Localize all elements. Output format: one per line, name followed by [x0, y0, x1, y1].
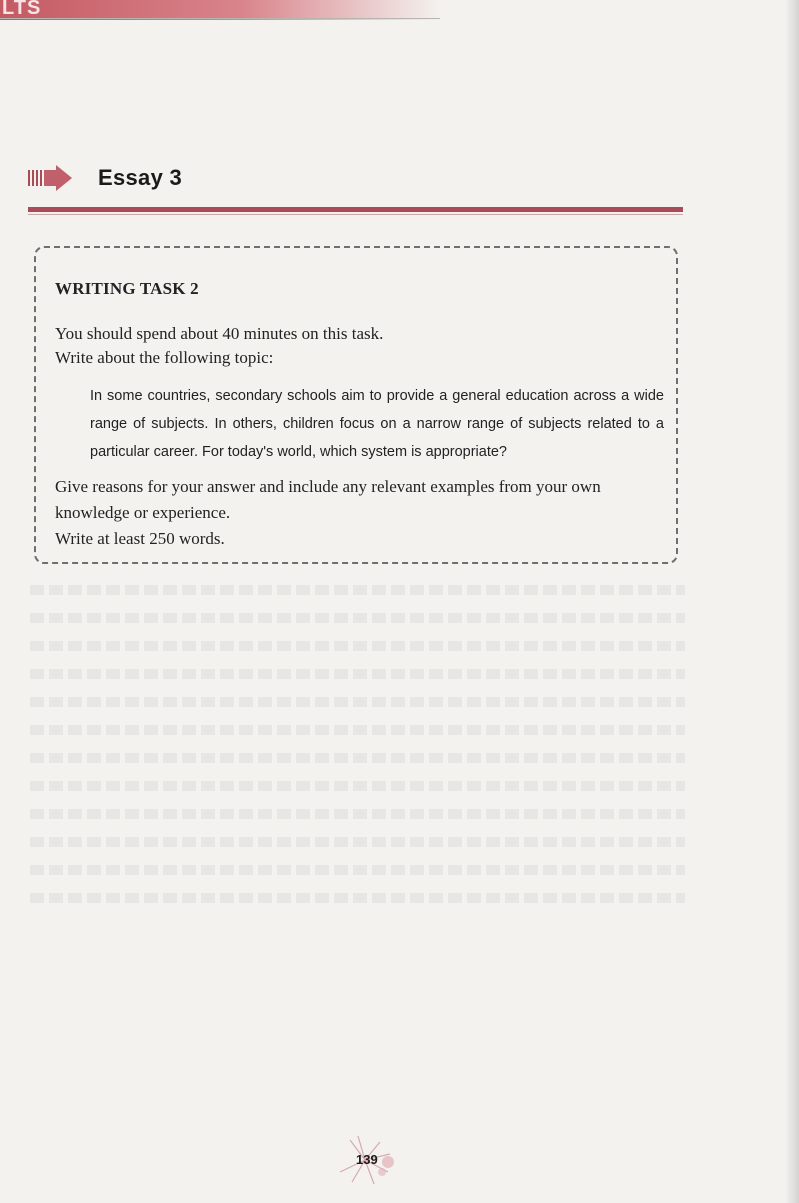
task-closing: [55, 474, 663, 552]
instruction-topic: Write about the following topic:: [55, 348, 274, 367]
ghost-line: [30, 669, 685, 679]
ghost-line: [30, 641, 685, 651]
ghost-line: [30, 781, 685, 791]
ghost-line: [30, 865, 685, 875]
instruction-word-limit: Write at least 250 words.: [55, 529, 225, 548]
ghost-line: [30, 613, 685, 623]
instruction-reasons: Give reasons for your answer and include any relevant examples from your own knowledge or experience.: [55, 477, 601, 522]
ghost-line: [30, 809, 685, 819]
ghost-line: [30, 753, 685, 763]
ghost-line: [30, 585, 685, 595]
page-edge-shadow: [785, 0, 799, 1203]
page-number: 139: [356, 1152, 378, 1167]
header-band-text: LTS: [2, 0, 42, 19]
page-number-area: [330, 1132, 400, 1188]
instruction-time: You should spend about 40 minutes on this task.: [55, 324, 384, 343]
essay-title: Essay 3: [98, 165, 183, 190]
header-curve-line: [0, 18, 440, 33]
task-label: WRITING TASK 2: [55, 279, 199, 298]
top-header-band: [0, 0, 440, 20]
ghost-line: [30, 893, 685, 903]
ghost-line: [30, 837, 685, 847]
heading-rule-thin: [28, 214, 683, 215]
heading-rule: [28, 207, 683, 212]
essay-topic: In some countries, secondary schools aim to provide a general education across a wide range of subjects. In others, children focus on a narrow range of subjects related to a particular career. For today's world, which system is appropriate?: [90, 388, 664, 460]
arrow-icon: [28, 164, 74, 192]
ghost-line: [30, 697, 685, 707]
ghost-line: [30, 725, 685, 735]
show-through-text: [30, 585, 685, 921]
section-heading: [28, 164, 182, 192]
